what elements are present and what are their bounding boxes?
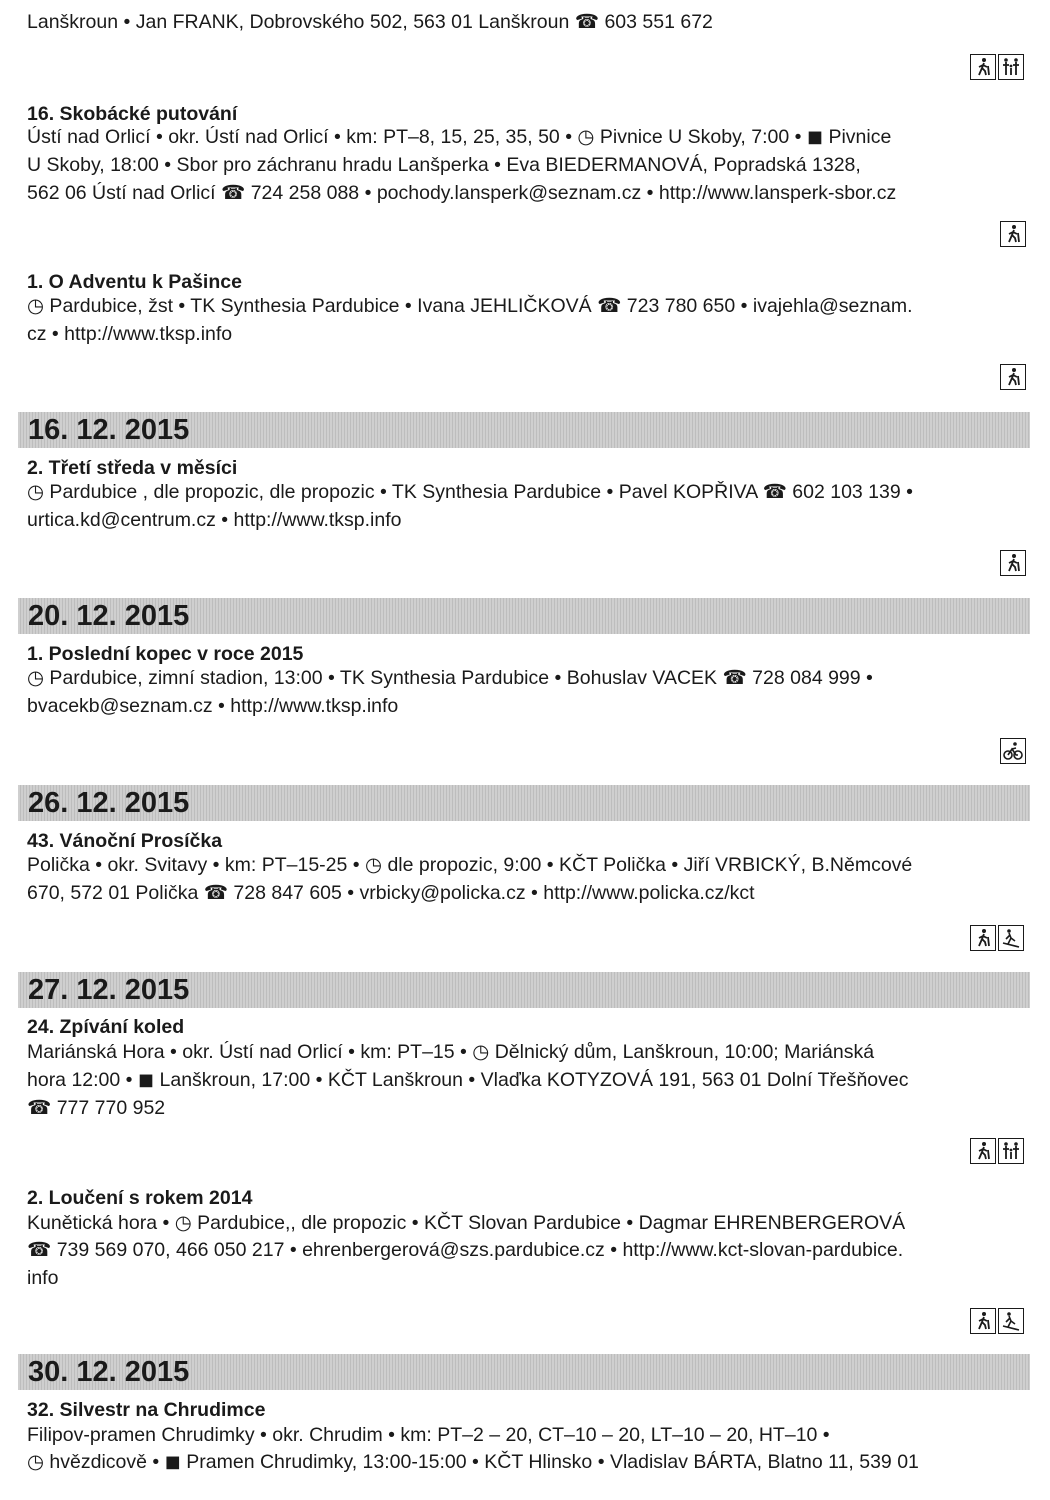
activity-icons [1000, 364, 1026, 390]
event-title: 1. Poslední kopec v roce 2015 [27, 643, 304, 665]
event-detail-line: Ústí nad Orlicí • okr. Ústí nad Orlicí • km: PT–8, 15, 25, 35, 50 • ◷ Pivnice U Skoby, 7:00 • ◼ Pivnice [27, 126, 892, 148]
hiker-icon [970, 925, 996, 951]
activity-icons [1000, 738, 1026, 764]
event-detail-line: U Skoby, 18:00 • Sbor pro záchranu hradu Lanšperka • Eva BIEDERMANOVÁ, Popradská 1328, [27, 154, 861, 176]
event-detail-line: hora 12:00 • ◼ Lanškroun, 17:00 • KČT Lanškroun • Vlaďka KOTYZOVÁ 191, 563 01 Dolní Třešňovec [27, 1069, 909, 1091]
event-detail-line: 562 06 Ústí nad Orlicí ☎ 724 258 088 • pochody.lansperk@seznam.cz • http://www.lansperk-sbor.cz [27, 182, 897, 204]
event-detail-line: Filipov-pramen Chrudimky • okr. Chrudim • km: PT–2 – 20, CT–10 – 20, LT–10 – 20, HT–10 • [27, 1424, 830, 1446]
event-title: 2. Třetí středa v měsíci [27, 457, 238, 479]
event-detail-line: info [27, 1267, 59, 1289]
date-heading: 26. 12. 2015 [28, 787, 190, 819]
date-heading: 20. 12. 2015 [28, 600, 190, 632]
date-heading: 30. 12. 2015 [28, 1356, 190, 1388]
event-detail-line: urtica.kd@centrum.cz • http://www.tksp.info [27, 509, 402, 531]
skier-icon [998, 1308, 1024, 1334]
event-contact-line: Lanškroun • Jan FRANK, Dobrovského 502, 563 01 Lanškroun ☎ 603 551 672 [27, 11, 713, 33]
date-band [18, 598, 1030, 634]
event-detail-line: ◷ hvězdicově • ◼ Pramen Chrudimky, 13:00-15:00 • KČT Hlinsko • Vladislav BÁRTA, Blatno 11, 539 01 [27, 1451, 919, 1473]
activity-icons [970, 925, 1024, 951]
hiker-icon [970, 1138, 996, 1164]
date-band [18, 1354, 1030, 1390]
hiker-icon [1000, 221, 1026, 247]
family-icon [998, 1138, 1024, 1164]
event-title: 24. Zpívání koled [27, 1016, 185, 1038]
date-heading: 16. 12. 2015 [28, 414, 190, 446]
date-band [18, 412, 1030, 448]
activity-icons [970, 1138, 1024, 1164]
event-detail-line: ◷ Pardubice, žst • TK Synthesia Pardubice • Ivana JEHLIČKOVÁ ☎ 723 780 650 • ivajehla@seznam. [27, 295, 913, 317]
event-detail-line: 670, 572 01 Polička ☎ 728 847 605 • vrbicky@policka.cz • http://www.policka.cz/kct [27, 882, 755, 904]
event-detail-line: ☎ 739 569 070, 466 050 217 • ehrenbergerová@szs.pardubice.cz • http://www.kct-slovan-pardubice. [27, 1239, 904, 1261]
event-detail-line: Polička • okr. Svitavy • km: PT–15-25 • ◷ dle propozic, 9:00 • KČT Polička • Jiří VRBICKÝ, B.Němcové [27, 854, 913, 876]
event-title: 32. Silvestr na Chrudimce [27, 1399, 266, 1421]
family-icon [998, 54, 1024, 80]
date-heading: 27. 12. 2015 [28, 974, 190, 1006]
event-title: 2. Loučení s rokem 2014 [27, 1187, 253, 1209]
hiker-icon [970, 54, 996, 80]
event-title: 16. Skobácké putování [27, 103, 238, 125]
activity-icons [970, 1308, 1024, 1334]
hiker-icon [1000, 550, 1026, 576]
hiker-icon [970, 1308, 996, 1334]
date-band [18, 972, 1030, 1008]
skier-icon [998, 925, 1024, 951]
event-detail-line: bvacekb@seznam.cz • http://www.tksp.info [27, 695, 399, 717]
event-detail-line: ◷ Pardubice, zimní stadion, 13:00 • TK Synthesia Pardubice • Bohuslav VACEK ☎ 728 084 999 • [27, 667, 873, 689]
event-detail-line: ◷ Pardubice , dle propozic, dle propozic • TK Synthesia Pardubice • Pavel KOPŘIVA ☎ 602 103 139 • [27, 481, 913, 503]
activity-icons [1000, 221, 1026, 247]
hiker-icon [1000, 364, 1026, 390]
event-detail-line: Mariánská Hora • okr. Ústí nad Orlicí • km: PT–15 • ◷ Dělnický dům, Lanškroun, 10:00; Mariánská [27, 1041, 875, 1063]
activity-icons [1000, 550, 1026, 576]
event-title: 43. Vánoční Prosíčka [27, 830, 223, 852]
date-band [18, 785, 1030, 821]
cyclist-icon [1000, 738, 1026, 764]
event-detail-line: ☎ 777 770 952 [27, 1097, 166, 1119]
event-detail-line: Kunětická hora • ◷ Pardubice,, dle propozic • KČT Slovan Pardubice • Dagmar EHRENBERGEROVÁ [27, 1212, 906, 1234]
event-detail-line: cz • http://www.tksp.info [27, 323, 233, 345]
activity-icons [970, 54, 1024, 80]
event-title: 1. O Adventu k Pašince [27, 271, 242, 293]
